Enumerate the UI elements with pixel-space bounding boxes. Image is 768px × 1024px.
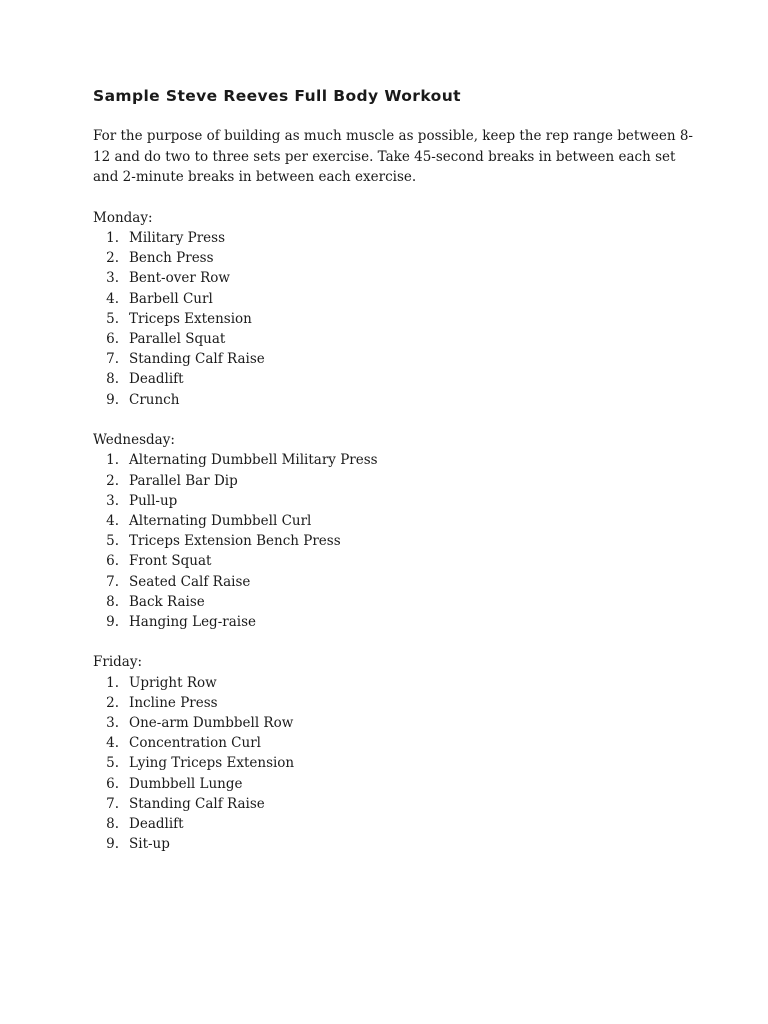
exercise-name: Sit-up [129,836,170,853]
exercise-name: Military Press [129,230,226,246]
exercise-name: Triceps Extension [129,310,252,327]
list-item [93,531,693,551]
list-item [93,774,693,794]
list-number: 3. [106,492,119,509]
exercise-name: Parallel Squat [129,331,226,348]
exercise-name: Bent-over Row [129,270,230,287]
day-section-friday [93,652,693,854]
day-label: Friday: [93,654,143,671]
list-number: 1. [106,230,119,246]
list-item [93,592,693,612]
list-item [93,491,693,511]
day-label: Wednesday: [93,431,175,448]
list-number: 5. [106,755,119,772]
list-item [93,228,693,248]
list-item [93,551,693,571]
exercise-name: Deadlift [129,371,184,388]
exercise-name: Deadlift [129,816,184,833]
list-number: 8. [106,371,119,388]
list-number: 2. [106,250,119,267]
exercise-name: Concentration Curl [129,735,261,752]
exercise-name: Upright Row [129,674,217,691]
list-item [93,794,693,814]
exercise-name: Back Raise [129,593,205,610]
exercise-name: Front Squat [129,553,212,570]
list-number: 9. [106,391,119,408]
list-number: 5. [106,310,119,327]
intro-paragraph: For the purpose of building as much muscle as possible, keep the rep range between 8-12 and do two to three sets per exercise. Take 45-second breaks in between each set and 2-minute breaks in between each exercise. [93,128,693,185]
exercise-list [93,228,693,410]
list-item [93,511,693,531]
exercise-name: Barbell Curl [129,290,213,307]
list-item [93,753,693,773]
list-number: 9. [106,836,119,853]
day-section-monday [93,208,693,410]
list-number: 6. [106,775,119,792]
exercise-name: Standing Calf Raise [129,351,265,368]
list-item [93,329,693,349]
list-item [93,693,693,713]
list-number: 7. [106,573,119,590]
exercise-name: Crunch [129,391,180,408]
exercise-name: Hanging Leg-raise [129,613,256,630]
list-number: 8. [106,593,119,610]
list-number: 4. [106,512,119,529]
list-number: 5. [106,533,119,550]
list-number: 9. [106,613,119,630]
exercise-name: Dumbbell Lunge [129,775,243,792]
list-item [93,834,693,854]
list-number: 4. [106,735,119,752]
list-item [93,471,693,491]
document-title: Sample Steve Reeves Full Body Workout [93,87,461,105]
list-number: 2. [106,694,119,711]
list-number: 2. [106,472,119,489]
exercise-name: Lying Triceps Extension [129,755,295,772]
list-item [93,390,693,410]
exercise-name: One-arm Dumbbell Row [129,715,294,732]
list-number: 3. [106,270,119,287]
list-number: 6. [106,331,119,348]
day-section-wednesday [93,430,693,632]
list-item [93,309,693,329]
list-number: 7. [106,351,119,368]
list-item [93,673,693,693]
list-number: 1. [106,452,119,469]
list-number: 6. [106,553,119,570]
list-item [93,814,693,834]
day-label: Monday: [93,209,153,226]
exercise-name: Parallel Bar Dip [129,472,238,489]
exercise-name: Standing Calf Raise [129,795,265,812]
list-number: 3. [106,715,119,732]
list-item [93,268,693,288]
exercise-list [93,673,693,855]
exercise-name: Bench Press [129,250,214,267]
exercise-name: Incline Press [129,694,218,711]
list-item [93,572,693,592]
list-item [93,713,693,733]
exercise-list [93,450,693,632]
exercise-name: Alternating Dumbbell Military Press [129,452,378,469]
list-item [93,369,693,389]
list-number: 7. [106,795,119,812]
list-item [93,733,693,753]
list-item [93,248,693,268]
list-number: 8. [106,816,119,833]
list-item [93,349,693,369]
list-item [93,612,693,632]
list-number: 4. [106,290,119,307]
list-number: 1. [106,674,119,691]
list-item [93,450,693,470]
document-page [93,84,693,854]
exercise-name: Alternating Dumbbell Curl [129,512,312,529]
exercise-name: Pull-up [129,492,178,509]
list-item [93,289,693,309]
exercise-name: Seated Calf Raise [129,573,251,590]
exercise-name: Triceps Extension Bench Press [129,533,341,550]
